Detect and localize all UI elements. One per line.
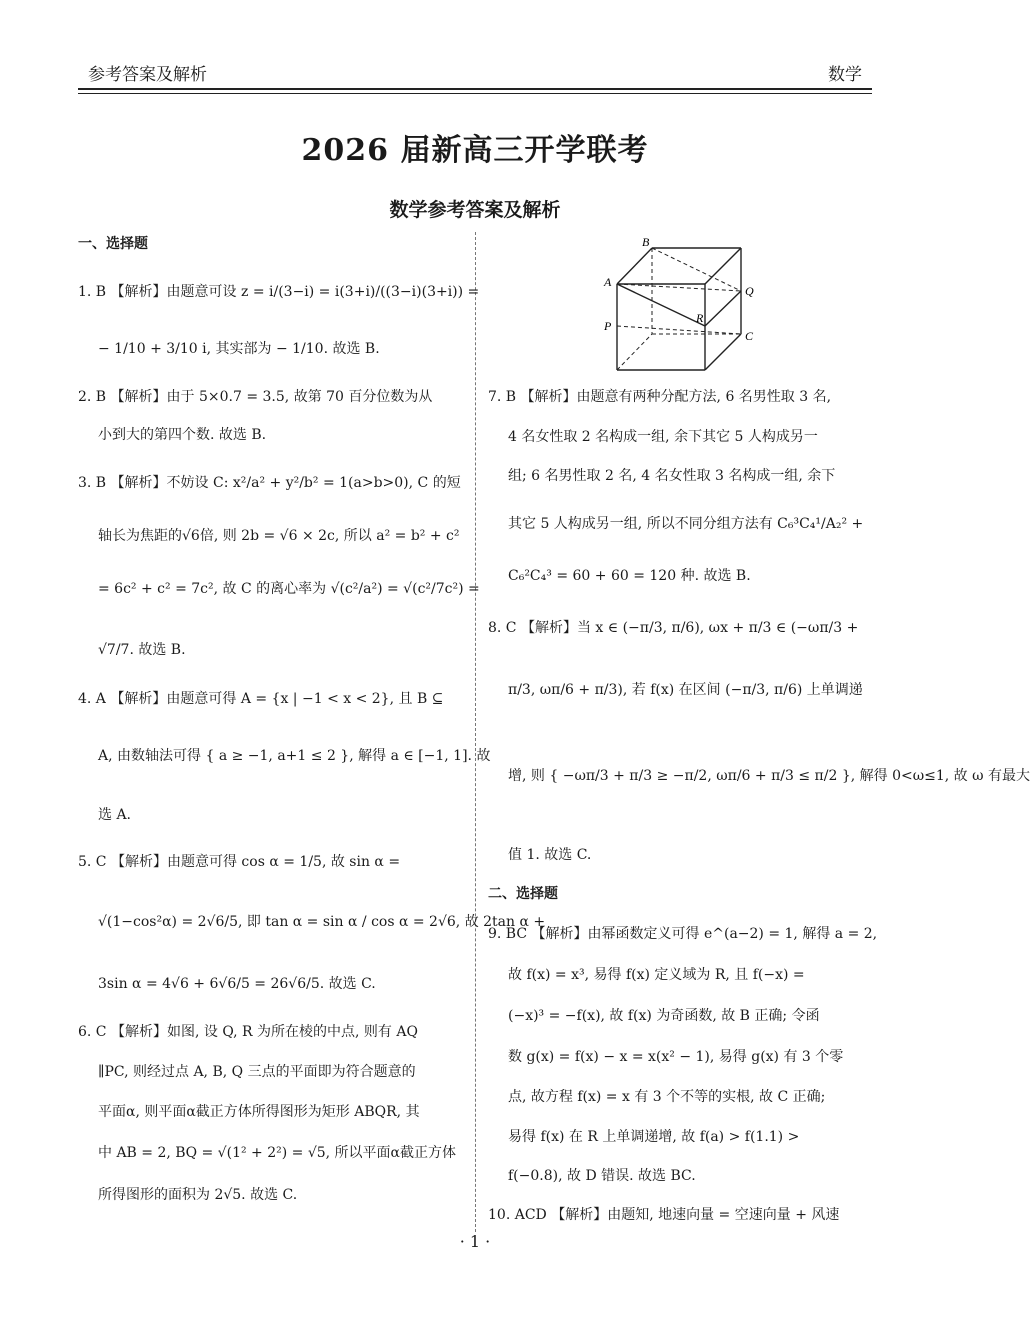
q9-line-6: 易得 f(x) 在 R 上单调递增, 故 f(a) > f(1.1) > bbox=[508, 1129, 800, 1145]
section-heading-1: 一、选择题 bbox=[78, 236, 148, 252]
figure-label-a: A bbox=[604, 275, 612, 289]
q9-line-2: 故 f(x) = x³, 易得 f(x) 定义域为 R, 且 f(−x) = bbox=[508, 967, 805, 983]
q8-line-1: 8. C 【解析】当 x ∈ (−π/3, π/6), ωx + π/3 ∈ (−ωπ/3 + bbox=[488, 620, 859, 636]
figure-label-q: Q bbox=[745, 284, 754, 298]
section-heading-2: 二、选择题 bbox=[488, 886, 558, 902]
q9-line-7: f(−0.8), 故 D 错误. 故选 BC. bbox=[508, 1168, 696, 1184]
q5-line-1: 5. C 【解析】由题意可得 cos α = 1/5, 故 sin α = bbox=[78, 854, 401, 870]
q6-line-2: ∥PC, 则经过点 A, B, Q 三点的平面即为符合题意的 bbox=[98, 1064, 416, 1080]
q1-line-2: − 1/10 + 3/10 i, 其实部为 − 1/10. 故选 B. bbox=[98, 341, 380, 357]
q6-line-1: 6. C 【解析】如图, 设 Q, R 为所在棱的中点, 则有 AQ bbox=[78, 1024, 418, 1040]
cube-figure bbox=[600, 236, 775, 376]
q7-line-3: 组; 6 名男性取 2 名, 4 名女性取 3 名构成一组, 余下 bbox=[508, 468, 836, 484]
q2-line-2: 小到大的第四个数. 故选 B. bbox=[98, 427, 267, 443]
figure-label-p: P bbox=[604, 319, 612, 333]
q3-line-1: 3. B 【解析】不妨设 C: x²/a² + y²/b² = 1(a>b>0), C 的短 bbox=[78, 475, 461, 491]
q6-line-3: 平面α, 则平面α截正方体所得图形为矩形 ABQR, 其 bbox=[98, 1104, 420, 1120]
q5-line-2: √(1−cos²α) = 2√6/5, 即 tan α = sin α / cos α = 2√6, 故 2tan α + bbox=[98, 914, 546, 930]
q7-line-1: 7. B 【解析】由题意有两种分配方法, 6 名男性取 3 名, bbox=[488, 389, 832, 405]
header-subject: 数学 bbox=[828, 65, 862, 85]
q3-line-2: 轴长为焦距的√6倍, 则 2b = √6 × 2c, 所以 a² = b² + c² bbox=[98, 528, 460, 544]
figure-label-b: B bbox=[642, 235, 650, 249]
q8-line-2: π/3, ωπ/6 + π/3), 若 f(x) 在区间 (−π/3, π/6) 上单调递 bbox=[508, 682, 863, 698]
q4-line-3: 选 A. bbox=[98, 807, 132, 823]
page-number: · 1 · bbox=[459, 1232, 491, 1251]
page-header bbox=[78, 56, 872, 88]
q9-line-3: (−x)³ = −f(x), 故 f(x) 为奇函数, 故 B 正确; 令函 bbox=[508, 1008, 820, 1024]
page-title: 2026 届新高三开学联考 bbox=[301, 133, 649, 168]
figure-label-c: C bbox=[745, 329, 754, 343]
q4-line-2: A, 由数轴法可得 { a ≥ −1, a+1 ≤ 2 }, 解得 a ∈ [−1, 1]. 故 bbox=[98, 748, 491, 764]
page-subtitle: 数学参考答案及解析 bbox=[389, 199, 561, 221]
q7-line-2: 4 名女性取 2 名构成一组, 余下其它 5 人构成另一 bbox=[508, 429, 818, 445]
header-rule bbox=[78, 88, 872, 90]
q8-line-4: 值 1. 故选 C. bbox=[508, 847, 592, 863]
q5-line-3: 3sin α = 4√6 + 6√6/5 = 26√6/5. 故选 C. bbox=[98, 976, 376, 992]
figure-label-r: R bbox=[696, 311, 704, 325]
q1-line-1: 1. B 【解析】由题意可设 z = i/(3−i) = i(3+i)/((3−i)(3+i)) = bbox=[78, 284, 480, 300]
q9-line-5: 点, 故方程 f(x) = x 有 3 个不等的实根, 故 C 正确; bbox=[508, 1089, 826, 1105]
column-divider bbox=[475, 232, 476, 1232]
q7-line-5: C₆²C₄³ = 60 + 60 = 120 种. 故选 B. bbox=[508, 568, 751, 584]
q8-line-3: 增, 则 { −ωπ/3 + π/3 ≥ −π/2, ωπ/6 + π/3 ≤ π/2 }, 解得 0<ω≤1, 故 ω 有最大 bbox=[508, 768, 1030, 784]
q4-line-1: 4. A 【解析】由题意可得 A = {x | −1 < x < 2}, 且 B ⊆ bbox=[78, 691, 444, 707]
q9-line-4: 数 g(x) = f(x) − x = x(x² − 1), 易得 g(x) 有 3 个零 bbox=[508, 1049, 844, 1065]
q2-line-1: 2. B 【解析】由于 5×0.7 = 3.5, 故第 70 百分位数为从 bbox=[78, 389, 433, 405]
header-rule-thin bbox=[78, 93, 872, 94]
q9-line-1: 9. BC 【解析】由幂函数定义可得 e^(a−2) = 1, 解得 a = 2, bbox=[488, 926, 878, 942]
q6-line-5: 所得图形的面积为 2√5. 故选 C. bbox=[98, 1187, 298, 1203]
q10-line-1: 10. ACD 【解析】由题知, 地速向量 = 空速向量 + 风速 bbox=[488, 1207, 840, 1223]
q3-line-3: = 6c² + c² = 7c², 故 C 的离心率为 √(c²/a²) = √(c²/7c²) = bbox=[98, 581, 480, 597]
q3-line-4: √7/7. 故选 B. bbox=[98, 642, 186, 658]
q7-line-4: 其它 5 人构成另一组, 所以不同分组方法有 C₆³C₄¹/A₂² + bbox=[508, 516, 864, 532]
q6-line-4: 中 AB = 2, BQ = √(1² + 2²) = √5, 所以平面α截正方体 bbox=[98, 1145, 457, 1161]
header-left-text: 参考答案及解析 bbox=[88, 65, 207, 85]
